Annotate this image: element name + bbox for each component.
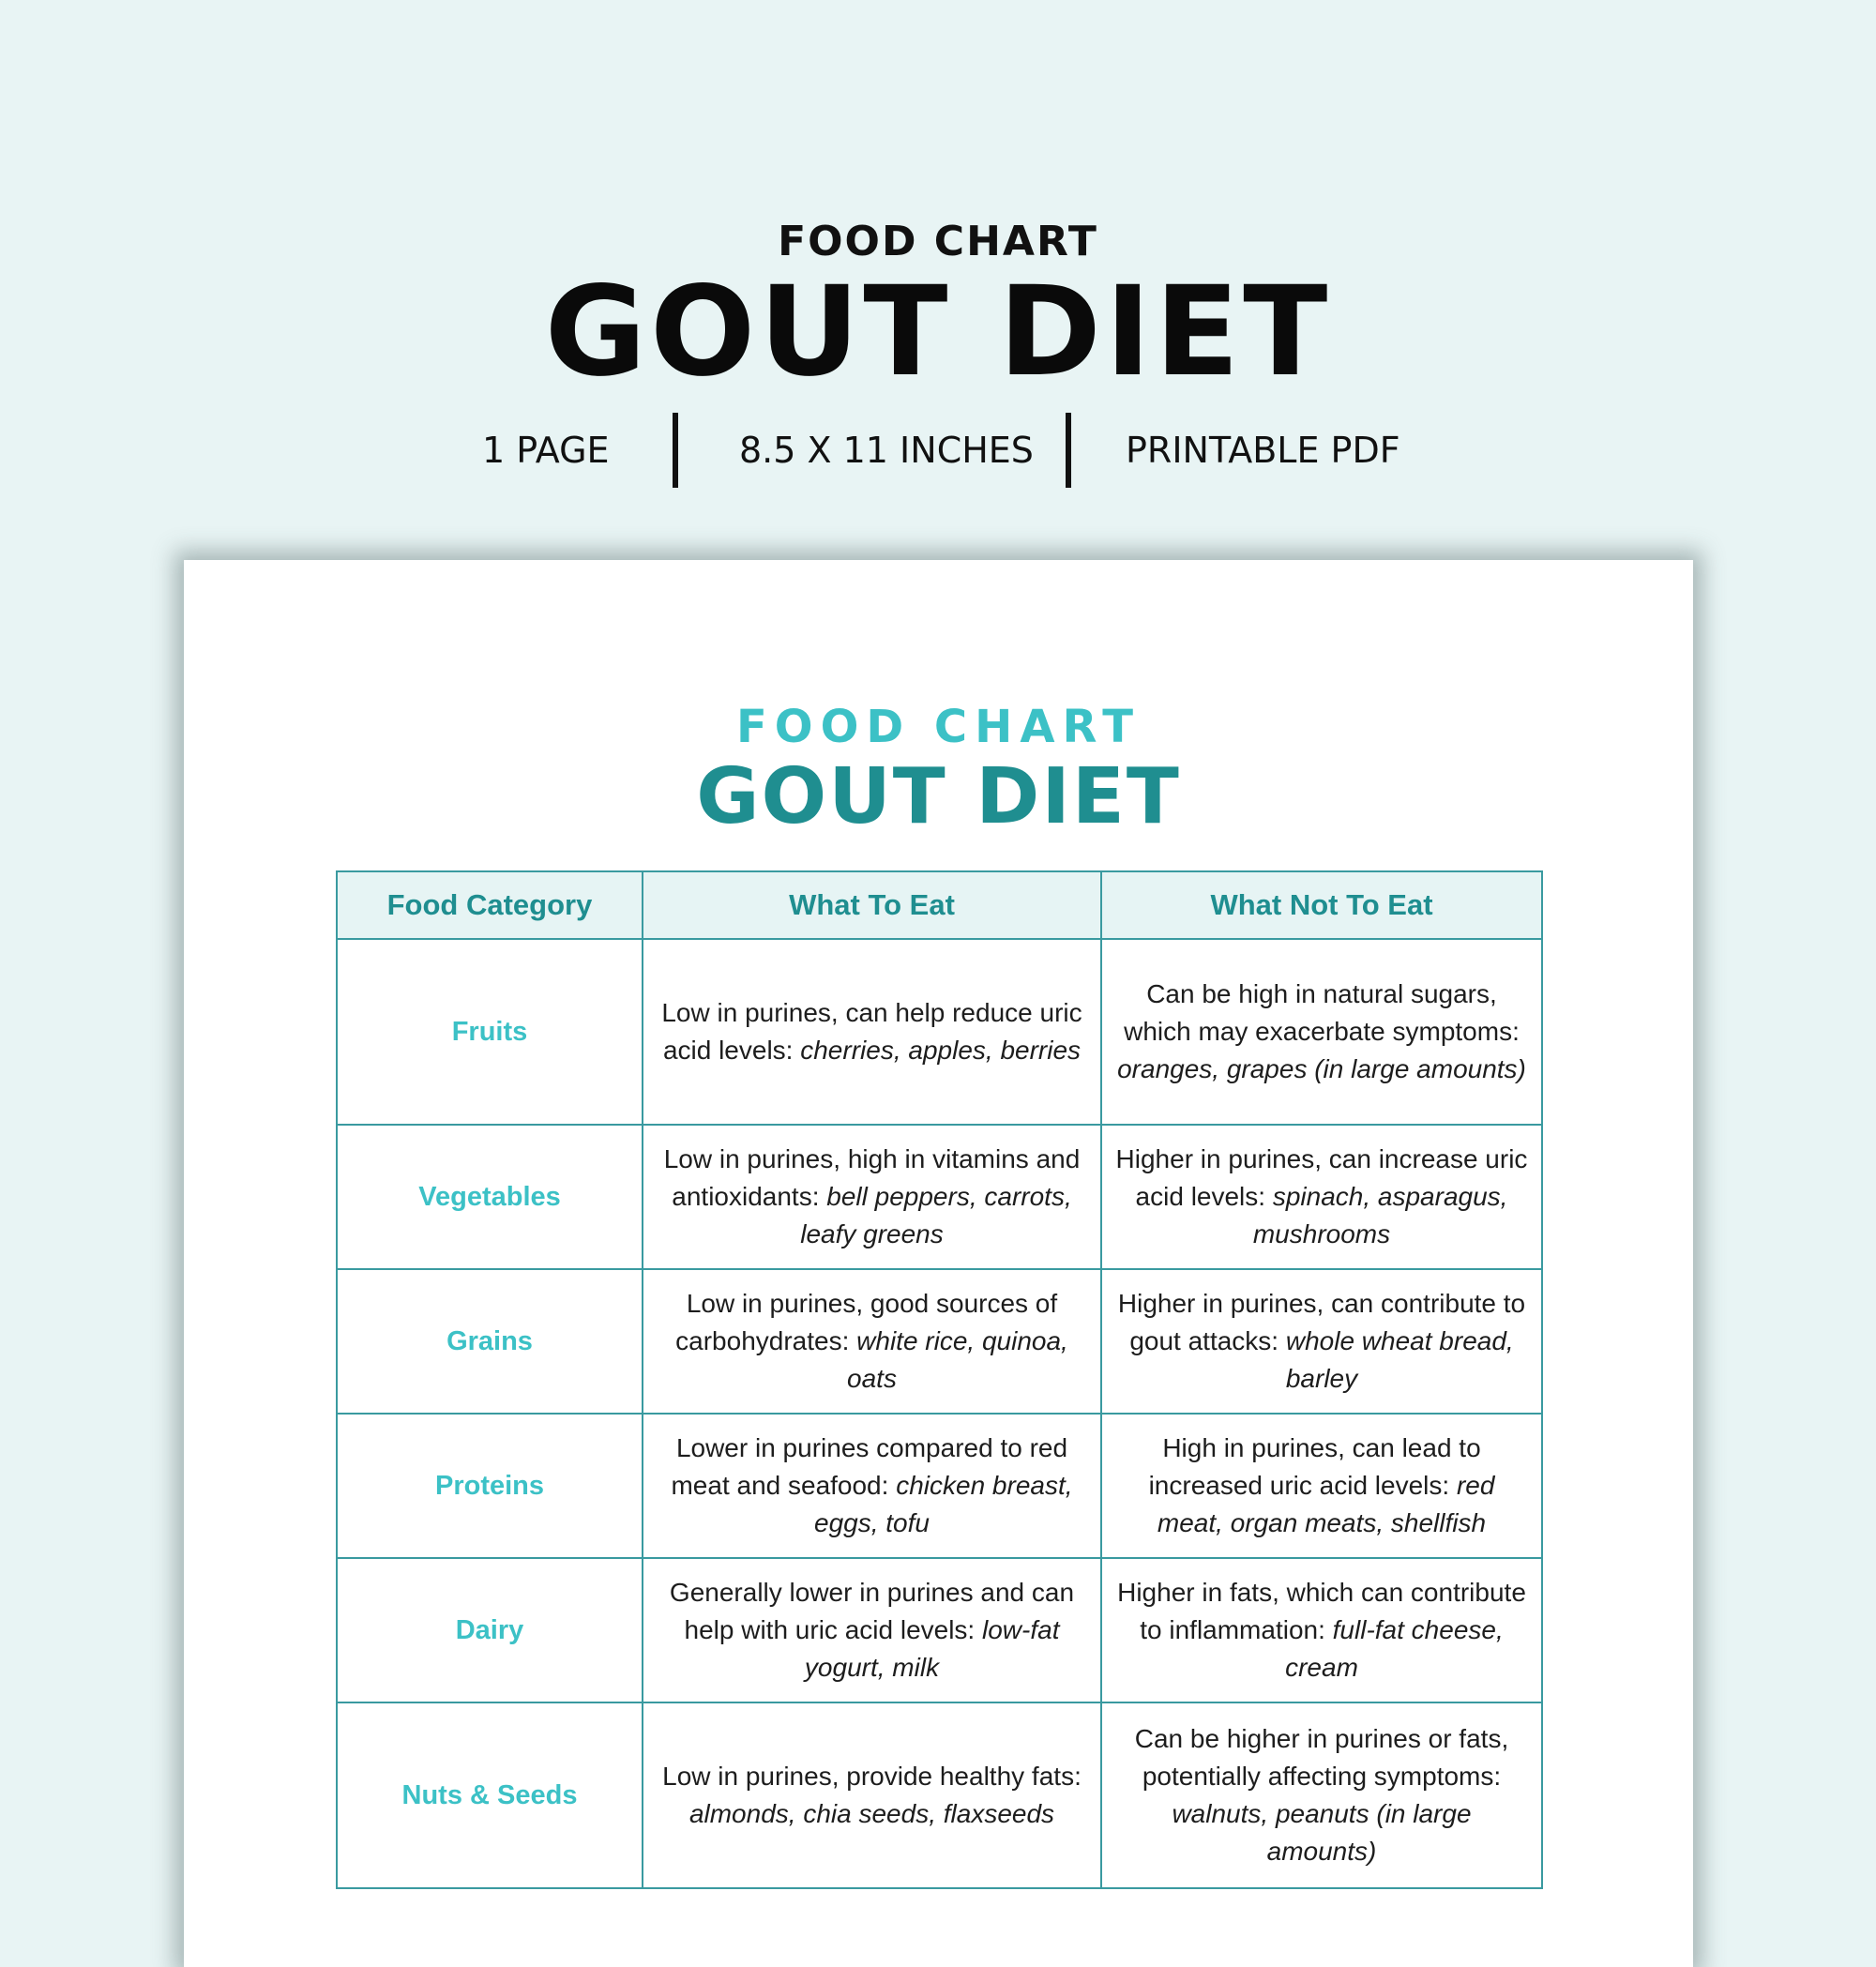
avoid-cell — [1101, 939, 1542, 1125]
avoid-text: Higher in purines, can contribute to gout attacks: — [1117, 1289, 1526, 1355]
table-row — [337, 1269, 1542, 1414]
eat-examples: bell peppers, carrots, leafy greens — [800, 1182, 1072, 1248]
eat-cell — [643, 1269, 1101, 1414]
column-header-avoid: What Not To Eat — [1101, 871, 1542, 939]
avoid-cell — [1101, 1702, 1542, 1888]
category-cell: Fruits — [337, 939, 643, 1125]
avoid-cell — [1101, 1414, 1542, 1558]
category-cell: Grains — [337, 1269, 643, 1414]
category-cell: Proteins — [337, 1414, 643, 1558]
eat-cell — [643, 1558, 1101, 1702]
avoid-text: Can be higher in purines or fats, potentially affecting symptoms: — [1134, 1724, 1509, 1791]
header-title: GOUT DIET — [544, 260, 1332, 404]
table-row — [337, 1702, 1542, 1888]
table-row — [337, 1558, 1542, 1702]
avoid-examples: walnuts, peanuts (in large amounts) — [1172, 1799, 1472, 1866]
avoid-text: High in purines, can lead to increased uric acid levels: — [1148, 1433, 1481, 1500]
paper-title: GOUT DIET — [696, 752, 1181, 841]
eat-text: Lower in purines compared to red meat and seafood: — [671, 1433, 1068, 1500]
avoid-examples: whole wheat bread, barley — [1285, 1326, 1514, 1393]
eat-text: Low in purines, good sources of carbohydrates: — [675, 1289, 1058, 1355]
avoid-examples: red meat, organ meats, shellfish — [1157, 1471, 1495, 1537]
table-row — [337, 939, 1542, 1125]
eat-text: Low in purines, can help reduce uric acid levels: — [661, 998, 1082, 1065]
eat-cell — [643, 1125, 1101, 1269]
spec-pages: 1 PAGE — [482, 430, 610, 471]
avoid-text: Higher in fats, which can contribute to inflammation: — [1117, 1578, 1526, 1644]
table-row — [337, 1125, 1542, 1269]
column-header-category: Food Category — [337, 871, 643, 939]
avoid-text: Higher in purines, can increase uric acid levels: — [1115, 1144, 1528, 1211]
eat-text: Generally lower in purines and can help with uric acid levels: — [669, 1578, 1075, 1644]
header-pre-title: FOOD CHART — [778, 218, 1098, 265]
eat-text: Low in purines, high in vitamins and antioxidants: — [663, 1144, 1081, 1211]
avoid-cell — [1101, 1269, 1542, 1414]
eat-examples: cherries, apples, berries — [800, 1036, 1082, 1065]
avoid-examples: spinach, asparagus, mushrooms — [1252, 1182, 1508, 1248]
column-header-eat: What To Eat — [643, 871, 1101, 939]
spec-divider — [673, 413, 678, 488]
spec-format: PRINTABLE PDF — [1126, 430, 1400, 471]
eat-cell — [643, 939, 1101, 1125]
table-row — [337, 1414, 1542, 1558]
food-chart-table — [336, 870, 1543, 1889]
paper-pre-title: FOOD CHART — [735, 701, 1142, 753]
eat-examples: white rice, quinoa, oats — [847, 1326, 1068, 1393]
eat-examples: almonds, chia seeds, flaxseeds — [688, 1799, 1055, 1828]
spec-divider — [1066, 413, 1071, 488]
avoid-examples: oranges, grapes (in large amounts) — [1117, 1054, 1526, 1083]
avoid-text: Can be high in natural sugars, which may exacerbate symptoms: — [1124, 979, 1520, 1046]
category-cell: Dairy — [337, 1558, 643, 1702]
paper-preview — [184, 560, 1693, 1967]
eat-cell — [643, 1414, 1101, 1558]
avoid-cell — [1101, 1558, 1542, 1702]
category-cell: Vegetables — [337, 1125, 643, 1269]
table-header-row — [337, 871, 1542, 939]
category-cell: Nuts & Seeds — [337, 1702, 643, 1888]
avoid-cell — [1101, 1125, 1542, 1269]
avoid-examples: full-fat cheese, cream — [1285, 1615, 1504, 1682]
eat-cell — [643, 1702, 1101, 1888]
spec-row — [0, 413, 1876, 488]
eat-examples: low-fat yogurt, milk — [804, 1615, 1060, 1682]
eat-text: Low in purines, provide healthy fats: — [662, 1762, 1082, 1791]
eat-examples: chicken breast, eggs, tofu — [814, 1471, 1073, 1537]
spec-size: 8.5 X 11 INCHES — [739, 430, 1034, 471]
